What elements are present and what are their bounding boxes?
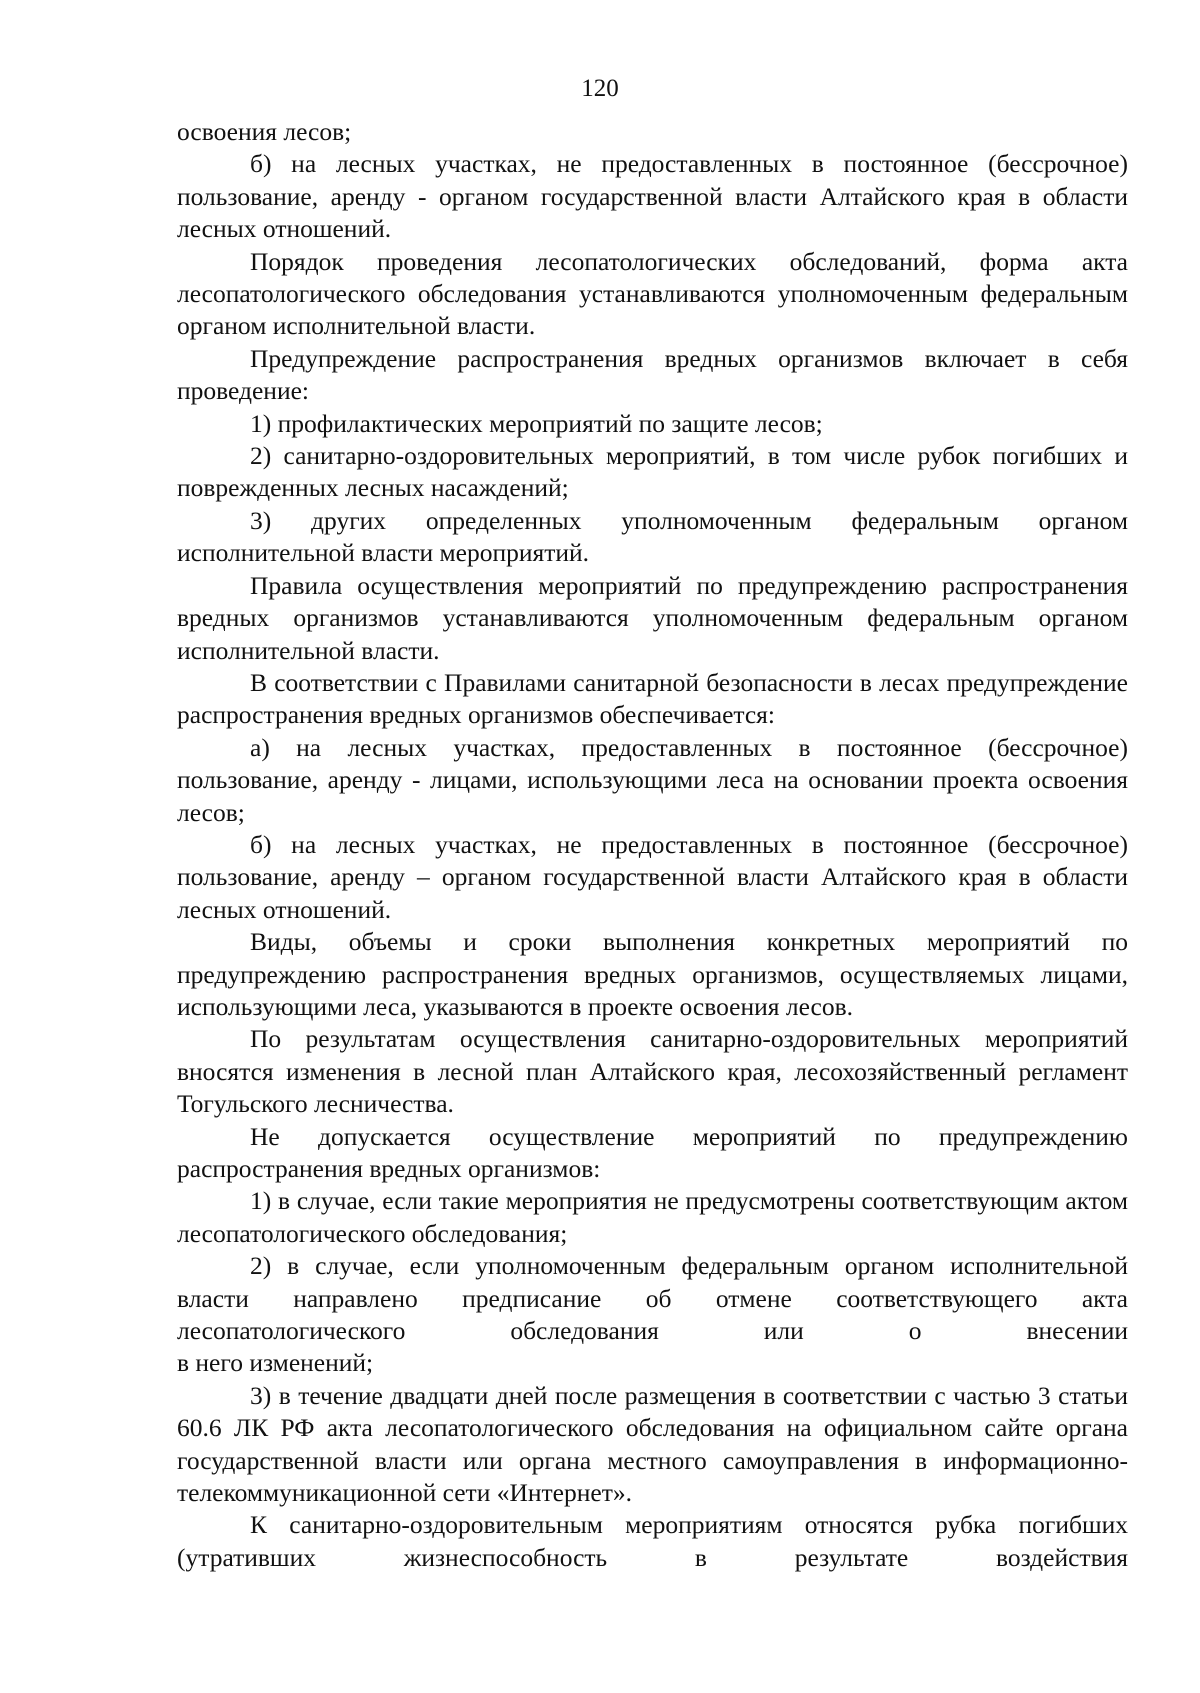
list-item: 1) в случае, если такие мероприятия не предусмотрены соответствующим актом лесопатологического обследования;: [177, 1186, 1128, 1248]
paragraph: Предупреждение распространения вредных организмов включает в себя проведение:: [177, 343, 1128, 406]
paragraph: В соответствии с Правилами санитарной безопасности в лесах предупреждение распространения вредных организмов обеспечивается:: [177, 667, 1128, 730]
list-item: 2) санитарно-оздоровительных мероприятий, в том числе рубок погибших и поврежденных лесных насаждений;: [177, 441, 1128, 503]
paragraph: К санитарно-оздоровительным мероприятиям относятся рубка погибших (утративших жизнеспособность в результате воздействия: [177, 1510, 1128, 1572]
list-item: б) на лесных участках, не предоставленных в постоянное (бессрочное) пользование, аренду – органом государственной власти Алтайского края в области лесных отношений.: [177, 829, 1128, 924]
paragraph: Не допускается осуществление мероприятий по предупреждению распространения вредных организмов:: [177, 1121, 1128, 1183]
list-item: а) на лесных участках, предоставленных в постоянное (бессрочное) пользование, аренду - лицами, использующими леса на основании проекта освоения лесов;: [177, 732, 1128, 827]
paragraph: По результатам осуществления санитарно-оздоровительных мероприятий вносятся изменения в лесной план Алтайского края, лесохозяйственный регламент Тогульского лесничества.: [177, 1024, 1128, 1119]
paragraph: б) на лесных участках, не предоставленных в постоянное (бессрочное) пользование, аренду - органом государственной власти Алтайского края в области лесных отношений.: [177, 149, 1128, 244]
paragraph: освоения лесов;: [177, 117, 352, 146]
page-number: 120: [581, 75, 619, 102]
paragraph: Правила осуществления мероприятий по предупреждению распространения вредных организмов устанавливаются уполномоченным федеральным органом исполнительной власти.: [177, 570, 1128, 665]
paragraph: Виды, объемы и сроки выполнения конкретных мероприятий по предупреждению распространения вредных организмов, осуществляемых лицами, использующими леса, указываются в проекте освоения лесов.: [177, 927, 1128, 1021]
list-item: 2) в случае, если уполномоченным федеральным органом исполнительной власти направлено предписание об отмене соответствующего акта лесопатологического обследования или о внесении: [177, 1251, 1128, 1346]
list-item-continuation: в него изменений;: [177, 1348, 374, 1378]
paragraph: Порядок проведения лесопатологических обследований, форма акта лесопатологического обследования устанавливаются уполномоченным федеральным органом исполнительной власти.: [177, 246, 1128, 341]
list-item: 3) других определенных уполномоченным федеральным органом исполнительной власти мероприятий.: [177, 505, 1128, 568]
list-item: 1) профилактических мероприятий по защите лесов;: [250, 408, 823, 438]
document-body: [177, 116, 1128, 1574]
list-item: 3) в течение двадцати дней после размещения в соответствии с частью 3 статьи 60.6 ЛК РФ акта лесопатологического обследования на официальном сайте органа государственной власти или органа местного самоуправления в информационно-телекоммуникационной сети «Интернет».: [177, 1380, 1128, 1508]
